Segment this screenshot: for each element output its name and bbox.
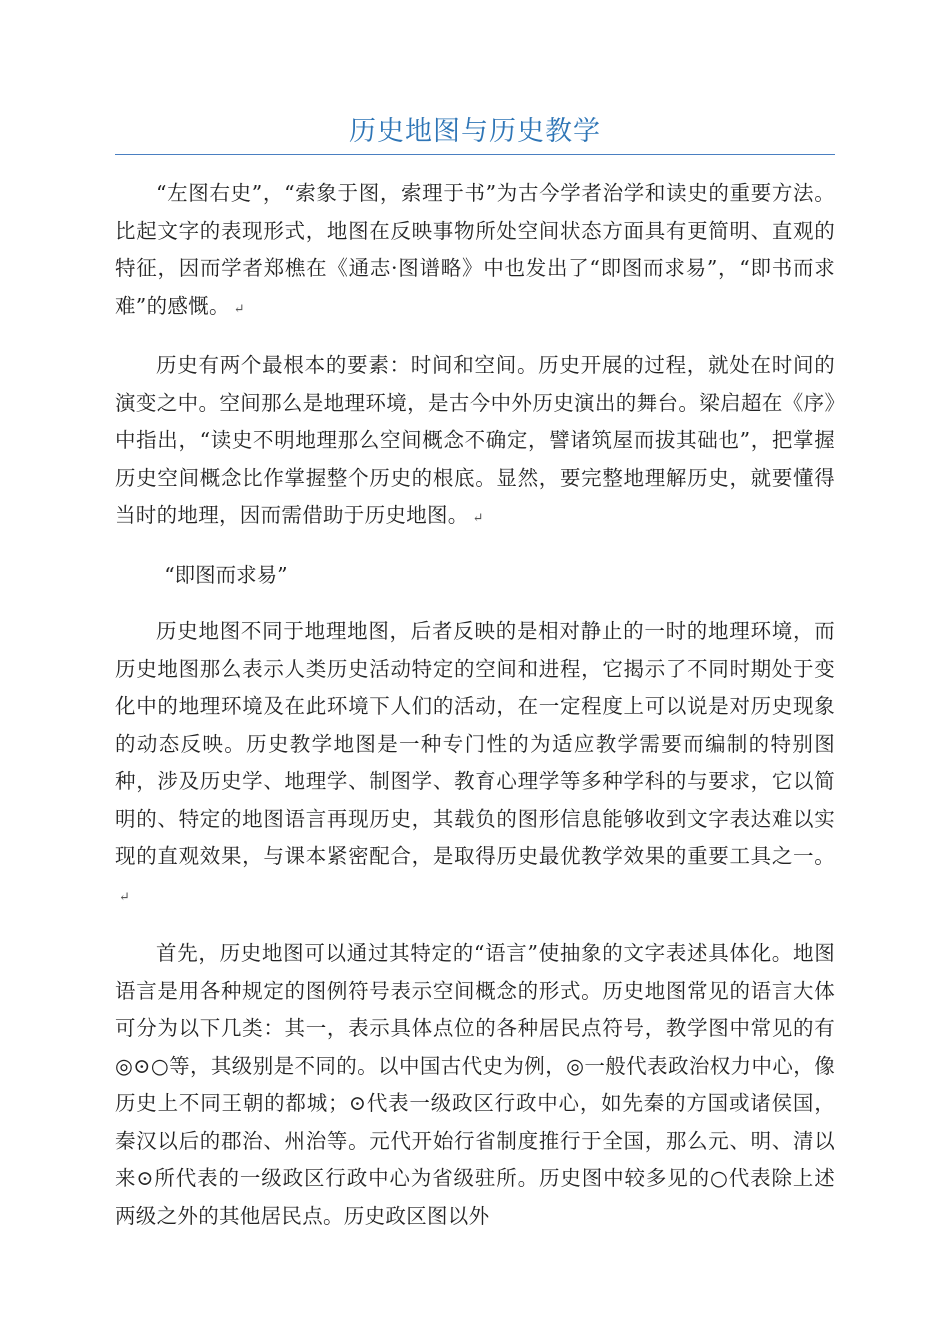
paragraph-2-text: 历史有两个最根本的要素：时间和空间。历史开展的过程，就处在时间的演变之中。空间那么是地理环境，是古今中外历史演出的舞台。梁启超在《序》中指出，“读史不明地理那么空间概念不确定，譬诸筑屋而拔其础也”，把掌握历史空间概念比作掌握整个历史的根底。显然，要完整地理解历史，就要懂得当时的地理，因而需借助于历史地图。 [115, 353, 835, 527]
paragraph-mark-icon: ↵ [119, 889, 130, 905]
paragraph-3 [115, 613, 835, 916]
document-title: 历史地图与历史教学 [349, 116, 601, 147]
section-heading [115, 557, 835, 595]
title-underline [115, 154, 835, 155]
paragraph-4-text: 首先，历史地图可以通过其特定的“语言”使抽象的文字表述具体化。地图语言是用各种规定的图例符号表示空间概念的形式。历史地图常见的语言大体可分为以下几类：其一，表示具体点位的各种居民点符号，教学图中常见的有◎⊙○等，其级别是不同的。以中国古代史为例，◎一般代表政治权力中心，像历史上不同王朝的都城；⊙代表一级政区行政中心，如先秦的方国或诸侯国，秦汉以后的郡治、州治等。元代开始行省制度推行于全国，那么元、明、清以来⊙所代表的一级政区行政中心为省级驻所。历史图中较多见的○代表除上述两级之外的其他居民点。历史政区图以外 [115, 941, 835, 1228]
document-page [115, 0, 835, 1254]
document-body [115, 175, 835, 1235]
paragraph-2 [115, 347, 835, 538]
section-heading-text: “即图而求易” [164, 562, 288, 587]
paragraph-4 [115, 935, 835, 1235]
paragraph-1-text: “左图右史”，“索象于图，索理于书”为古今学者治学和读史的重要方法。比起文字的表现形式，地图在反映事物所处空间状态方面具有更简明、直观的特征，因而学者郑樵在《通志·图谱略》中也发出了“即图而求易”，“即书而求难”的感慨。 [115, 181, 835, 318]
paragraph-3-text: 历史地图不同于地理地图，后者反映的是相对静止的一时的地理环境，而历史地图那么表示人类历史活动特定的空间和进程，它揭示了不同时期处于变化中的地理环境及在此环境下人们的活动，在一定程度上可以说是对历史现象的动态反映。历史教学地图是一种专门性的为适应教学需要而编制的特别图种，涉及历史学、地理学、制图学、教育心理学等多种学科的与要求，它以简明的、特定的地图语言再现历史，其载负的图形信息能够收到文字表达难以实现的直观效果，与课本紧密配合，是取得历史最优教学效果的重要工具之一。 [115, 619, 835, 868]
paragraph-mark-icon: ↵ [472, 511, 484, 526]
paragraph-mark-icon: ↵ [233, 301, 245, 317]
paragraph-1 [115, 175, 835, 328]
